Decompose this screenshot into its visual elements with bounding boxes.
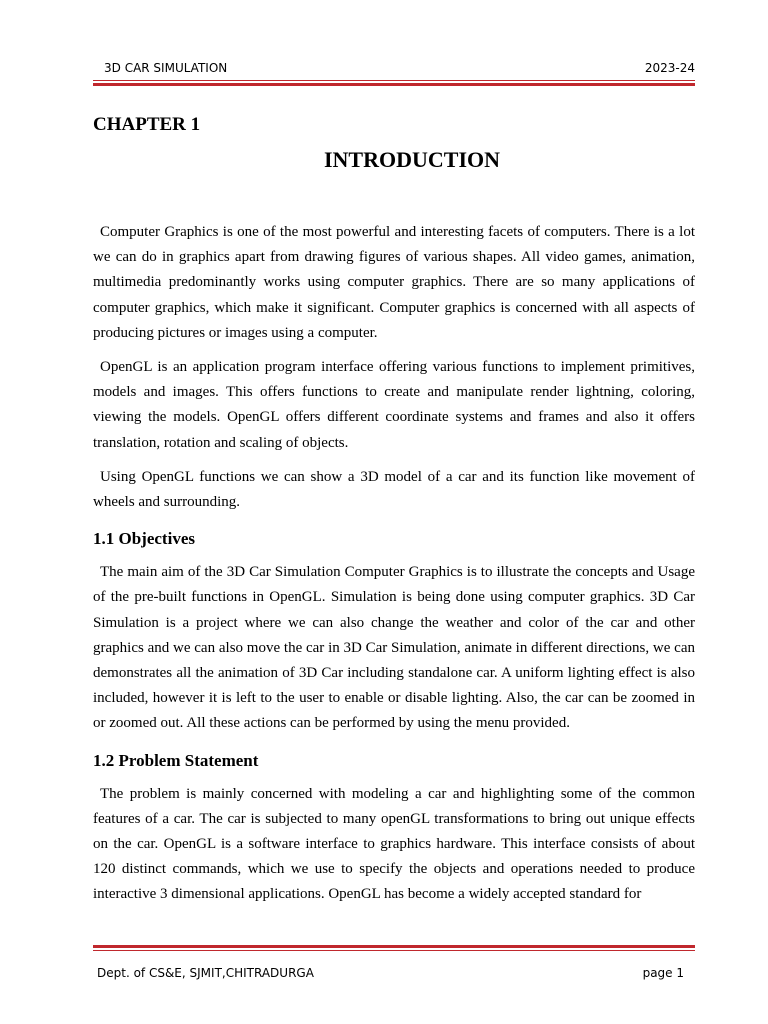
page-header — [93, 59, 695, 81]
header-project-title: 3D CAR SIMULATION — [104, 61, 228, 75]
header-rule-thick — [93, 83, 695, 86]
intro-paragraph-3: Using OpenGL functions we can show a 3D model of a car and its function like movement of wheels and surrounding. — [93, 468, 695, 511]
intro-paragraph-1: Computer Graphics is one of the most powerful and interesting facets of computers. There is a lot we can do in graphics apart from drawing figures of various shapes. All video games, animation, multimedia predominantly works using computer graphics. There are so many applications of computer graphics, which make it significant. Computer graphics is concerned with all aspects of producing pictures or images using a computer. — [93, 224, 695, 341]
footer-rule-thick — [93, 945, 695, 948]
header-rule-thin — [93, 80, 695, 81]
section-heading-problem-statement: 1.2 Problem Statement — [93, 750, 259, 770]
footer-rule-thin — [93, 950, 695, 951]
footer-page-number: page 1 — [642, 966, 684, 980]
footer-department: Dept. of CS&E, SJMIT,CHITRADURGA — [97, 966, 314, 980]
problem-statement-paragraph: The problem is mainly concerned with modeling a car and highlighting some of the common features of a car. The car is subjected to many openGL transformations to bring out unique effects on the car. OpenGL is a software interface to graphics hardware. This interface consists of about 120 distinct commands, which we use to specify the objects and operations needed to produce interactive 3 dimensional applications. OpenGL has become a widely accepted standard for — [93, 785, 695, 903]
header-academic-year: 2023-24 — [644, 61, 695, 75]
objectives-paragraph: The main aim of the 3D Car Simulation Computer Graphics is to illustrate the concepts and Usage of the pre-built functions in OpenGL. Simulation is being done using computer graphics. 3D Car Simulation is a project where we can also change the weather and color of the car and other graphics and we can also move the car in 3D Car Simulation, animate in different directions, we can demonstrates all the animation of 3D Car including standalone car. A uniform lighting effect is also included, however it is left to the user to enable or disable lighting. Also, the car can be zoomed in or zoomed out. All these actions can be performed by using the menu provided. — [93, 564, 695, 732]
body-content — [93, 220, 695, 917]
page-title: INTRODUCTION — [323, 147, 501, 172]
section-heading-objectives: 1.1 Objectives — [93, 529, 195, 549]
intro-paragraph-2: OpenGL is an application program interface offering various functions to implement primitives, models and images. This offers functions to create and manipulate render lightning, coloring, viewing the models. OpenGL offers different coordinate systems and frames and also it offers translation, rotation and scaling of objects. — [93, 359, 695, 451]
chapter-label: CHAPTER 1 — [93, 114, 201, 135]
